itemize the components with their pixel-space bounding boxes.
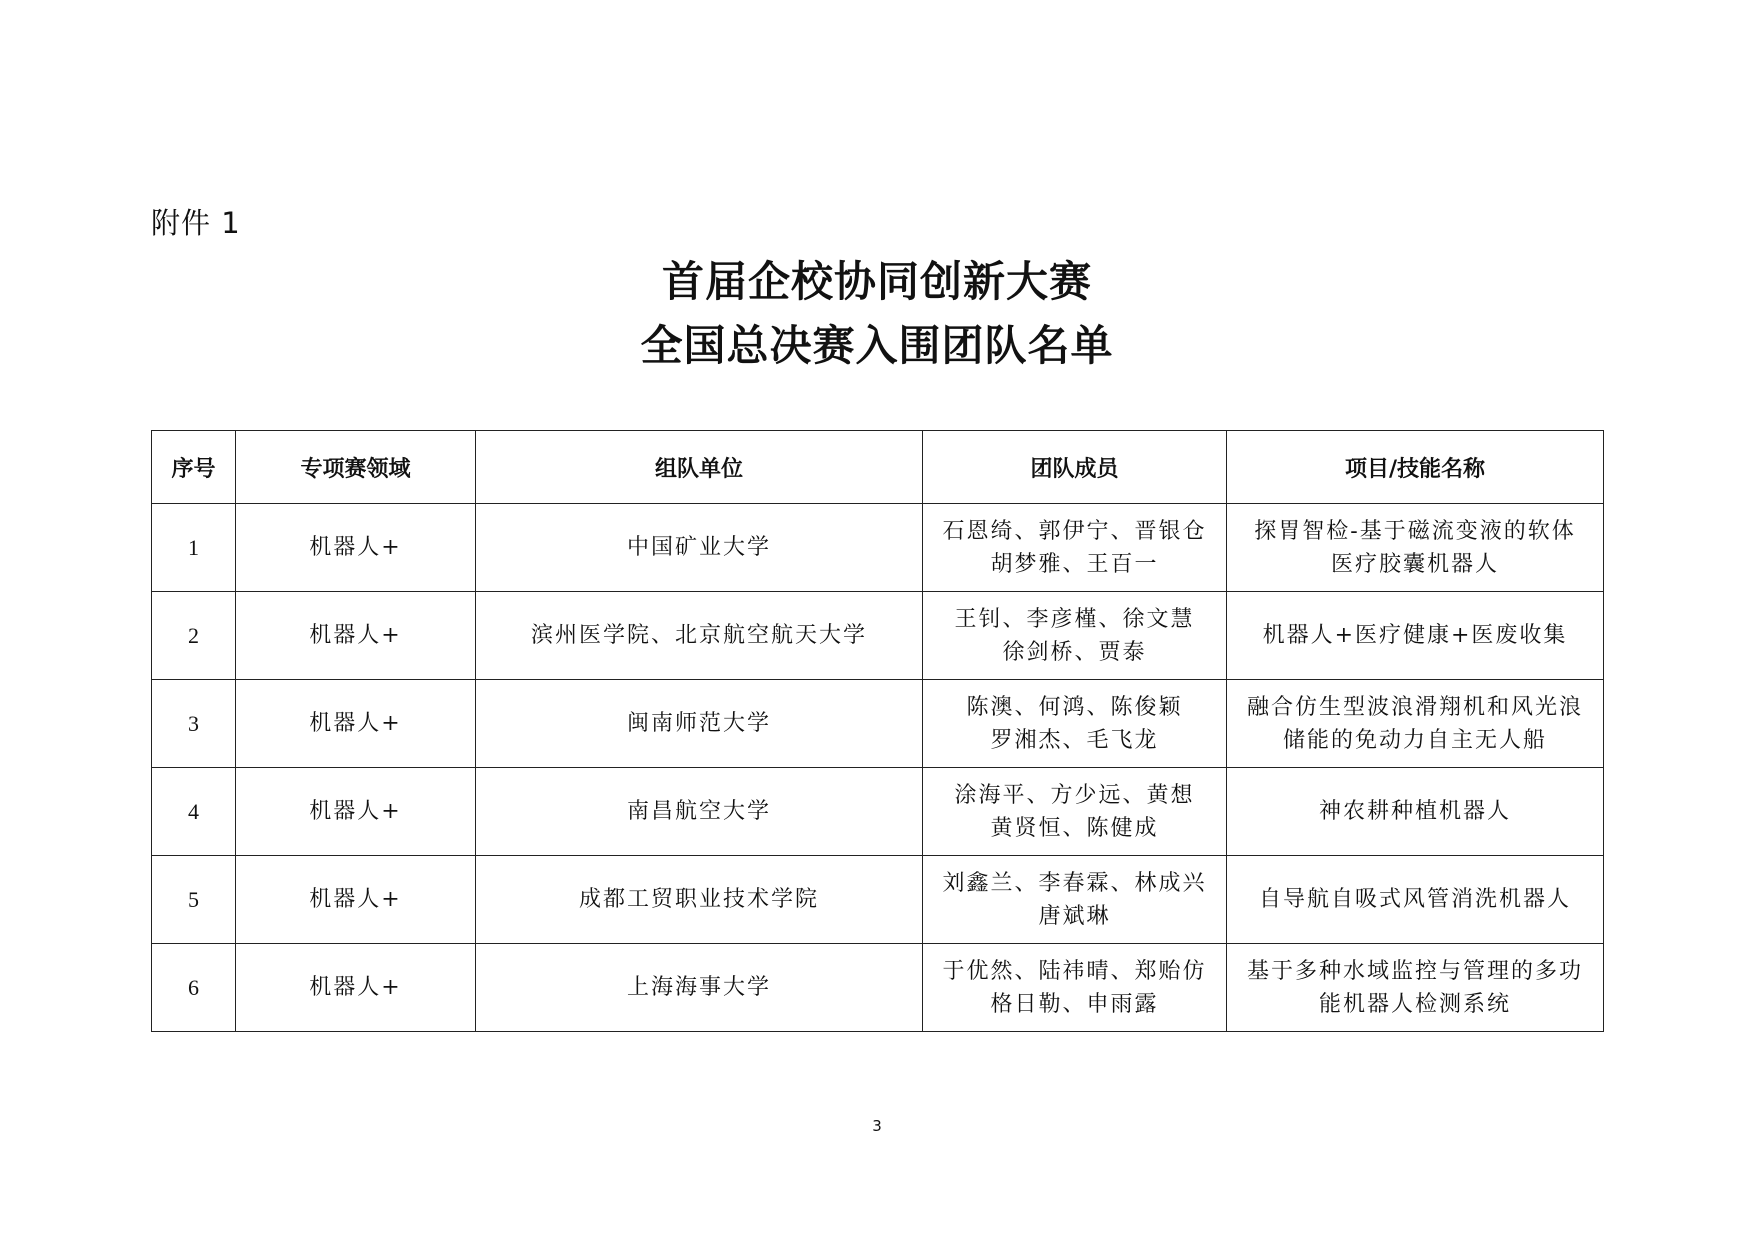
members-line: 格日勒、申雨露 (990, 991, 1159, 1017)
title-line-2: 全国总决赛入围团队名单 (640, 321, 1114, 370)
cell-no: 2 (152, 592, 236, 680)
cell-members (923, 504, 1227, 592)
cell-field: 机器人+ (236, 504, 476, 592)
cell-unit: 上海海事大学 (476, 944, 923, 1032)
project-line: 自导航自吸式风管消洗机器人 (1258, 887, 1571, 912)
project-line: 能机器人检测系统 (1318, 991, 1511, 1017)
cell-project (1227, 856, 1604, 944)
cell-field: 机器人+ (236, 768, 476, 856)
page-title (0, 250, 1754, 378)
cell-unit: 中国矿业大学 (476, 504, 923, 592)
members-line: 唐斌琳 (1038, 903, 1111, 929)
members-line: 陈澳、何鸿、陈俊颖 (966, 694, 1183, 720)
project-line: 储能的免动力自主无人船 (1282, 727, 1547, 753)
members-line: 石恩绮、郭伊宁、晋银仓 (942, 518, 1207, 544)
cell-field: 机器人+ (236, 944, 476, 1032)
project-line: 神农耕种植机器人 (1318, 799, 1511, 824)
table-body (152, 504, 1604, 1032)
page-number: 3 (872, 1117, 882, 1135)
cell-no: 4 (152, 768, 236, 856)
cell-unit: 滨州医学院、北京航空航天大学 (476, 592, 923, 680)
members-line: 刘鑫兰、李春霖、林成兴 (942, 870, 1207, 896)
cell-project (1227, 680, 1604, 768)
cell-no: 1 (152, 504, 236, 592)
table-row (152, 592, 1604, 680)
members-line: 王钊、李彦槿、徐文慧 (954, 606, 1195, 632)
cell-unit: 成都工贸职业技术学院 (476, 856, 923, 944)
members-line: 胡梦雅、王百一 (990, 551, 1159, 577)
table-row (152, 856, 1604, 944)
cell-members (923, 944, 1227, 1032)
title-line-1: 首届企校协同创新大赛 (661, 257, 1092, 306)
table-row (152, 768, 1604, 856)
cell-project (1227, 504, 1604, 592)
column-header-members: 团队成员 (923, 431, 1227, 504)
header-row (152, 431, 1604, 504)
cell-no: 3 (152, 680, 236, 768)
attachment-label: 附件 1 (151, 206, 241, 240)
cell-field: 机器人+ (236, 592, 476, 680)
project-line: 机器人+医疗健康+医废收集 (1262, 623, 1568, 648)
column-header-unit: 组队单位 (476, 431, 923, 504)
column-header-no: 序号 (152, 431, 236, 504)
finalist-teams-table (151, 430, 1604, 1032)
project-line: 医疗胶囊机器人 (1330, 551, 1499, 577)
project-line: 基于多种水域监控与管理的多功 (1246, 958, 1583, 984)
members-line: 于优然、陆祎晴、郑贻仿 (942, 958, 1207, 984)
cell-field: 机器人+ (236, 680, 476, 768)
cell-members (923, 856, 1227, 944)
cell-project (1227, 944, 1604, 1032)
table-row (152, 504, 1604, 592)
cell-unit: 闽南师范大学 (476, 680, 923, 768)
members-line: 黄贤恒、陈健成 (990, 815, 1159, 841)
cell-field: 机器人+ (236, 856, 476, 944)
table-header (152, 431, 1604, 504)
cell-members (923, 768, 1227, 856)
members-line: 涂海平、方少远、黄想 (954, 782, 1195, 808)
cell-no: 5 (152, 856, 236, 944)
cell-project (1227, 768, 1604, 856)
cell-unit: 南昌航空大学 (476, 768, 923, 856)
members-line: 罗湘杰、毛飞龙 (990, 727, 1159, 753)
project-line: 探胃智检-基于磁流变液的软体 (1254, 518, 1576, 544)
column-header-field: 专项赛领域 (236, 431, 476, 504)
table-row (152, 944, 1604, 1032)
table-row (152, 680, 1604, 768)
project-line: 融合仿生型波浪滑翔机和风光浪 (1246, 694, 1583, 720)
cell-no: 6 (152, 944, 236, 1032)
cell-members (923, 592, 1227, 680)
column-header-project: 项目/技能名称 (1227, 431, 1604, 504)
cell-project (1227, 592, 1604, 680)
members-line: 徐剑桥、贾泰 (1002, 639, 1147, 665)
cell-members (923, 680, 1227, 768)
